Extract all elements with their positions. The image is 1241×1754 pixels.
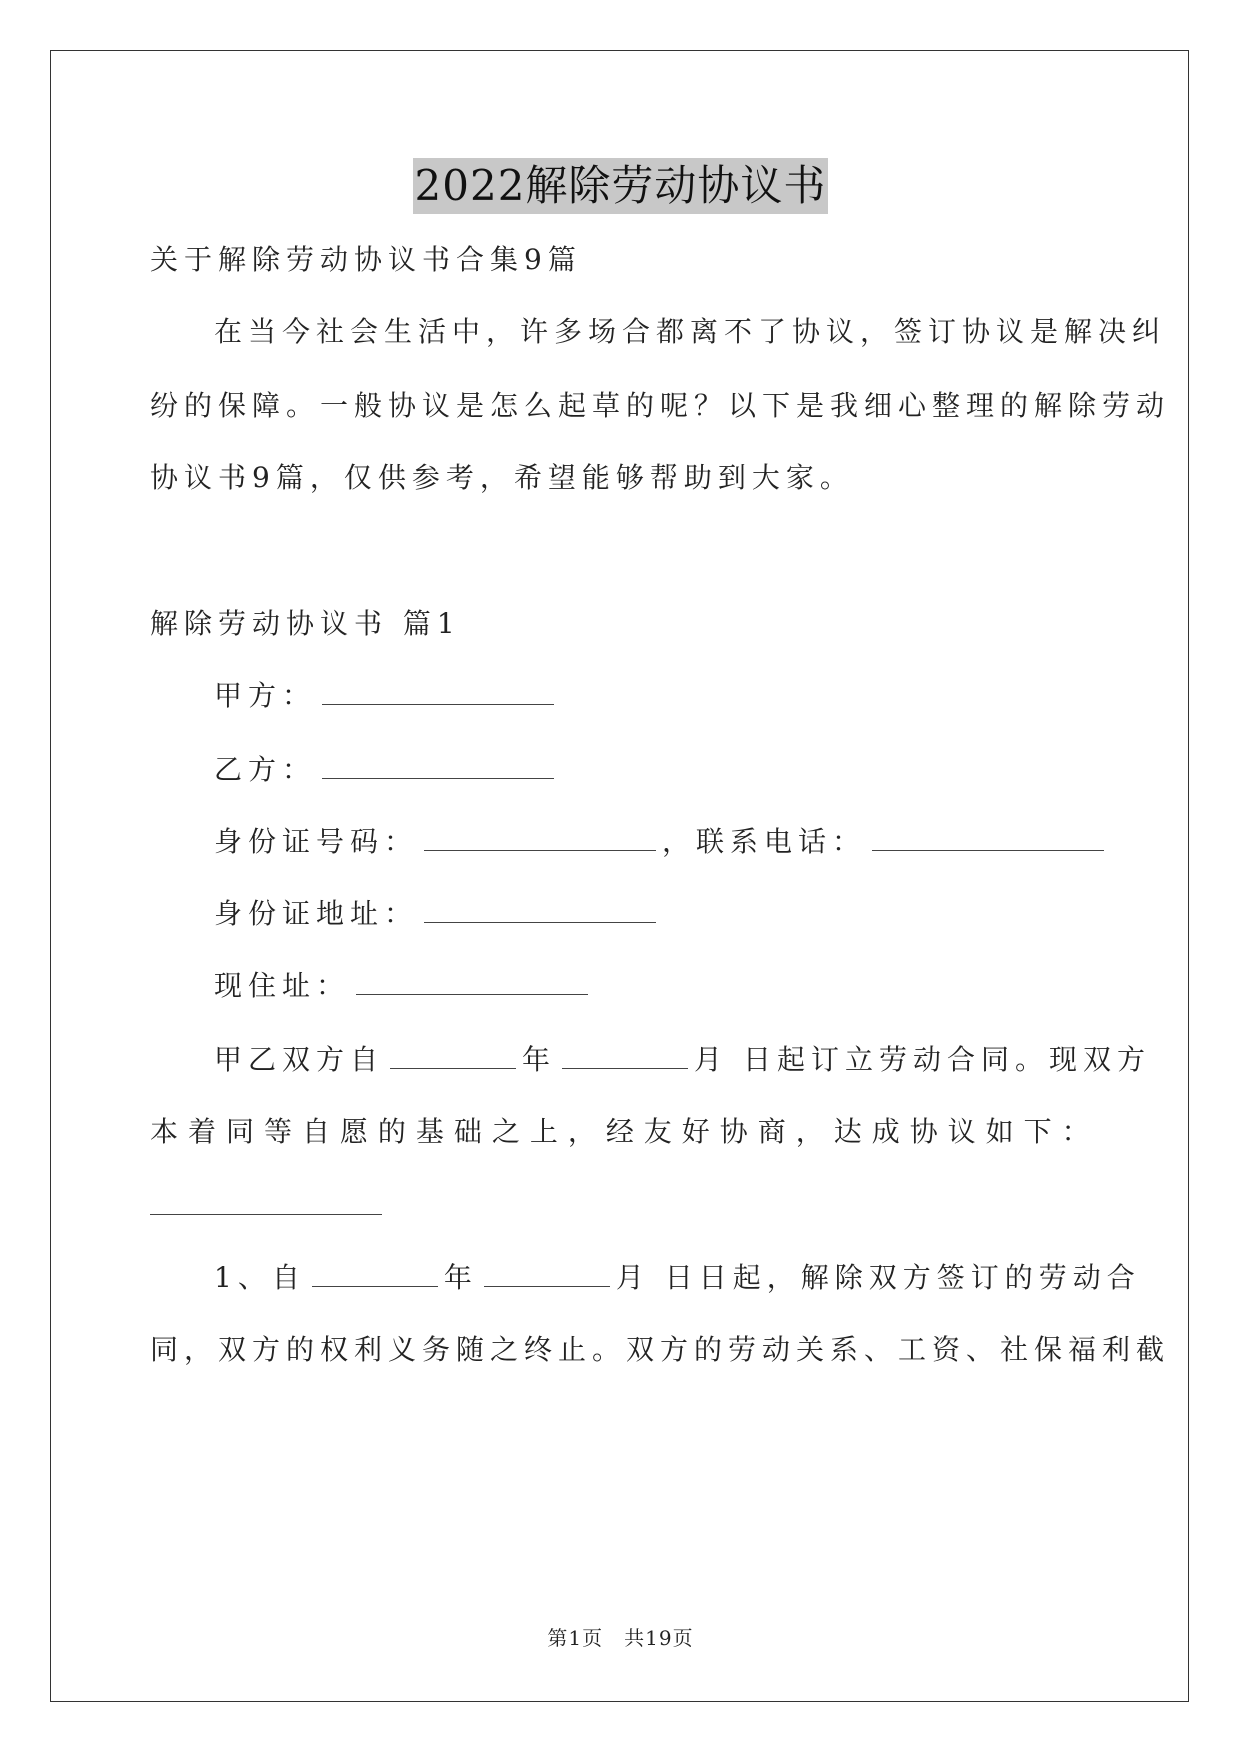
current-address-label: 现住址： — [214, 969, 351, 1002]
current-address-row — [214, 966, 594, 1006]
item1-prefix: 1、自 — [214, 1261, 306, 1294]
contract-line-2-char: 同 — [225, 1115, 254, 1148]
id-address-blank — [424, 894, 656, 923]
contract-line-2-char: 上 — [529, 1115, 558, 1148]
contract-line-2-char: 本 — [150, 1115, 179, 1148]
item1-month-label: 月 — [615, 1261, 650, 1294]
contract-suffix: 日起订立劳动合同。现双方 — [742, 1043, 1151, 1076]
party-b-label: 乙方： — [214, 753, 317, 786]
page-footer: 第1页 共19页 — [547, 1626, 694, 1650]
section-heading: 解除劳动协议书 篇1 — [150, 607, 461, 640]
contract-line-2-char: ， — [795, 1115, 824, 1148]
contract-line-2-char: 等 — [263, 1115, 292, 1148]
contract-year-label: 年 — [522, 1043, 557, 1076]
contract-line-2-char: 达 — [833, 1115, 862, 1148]
agreement-blank — [150, 1186, 382, 1215]
contract-line-2-char: 如 — [985, 1115, 1014, 1148]
contract-month-label: 月 — [694, 1043, 729, 1076]
party-a-row — [214, 676, 560, 716]
document-title: 2022解除劳动协议书 — [413, 158, 829, 214]
party-b-row — [214, 750, 560, 790]
contract-line-2-char: 商 — [757, 1115, 786, 1148]
id-address-row — [214, 894, 662, 934]
item1-suffix: 日日起，解除双方签订的劳动合 — [664, 1261, 1141, 1294]
contract-line-2-char: 协 — [909, 1115, 938, 1148]
contract-line-2-char: 成 — [871, 1115, 900, 1148]
intro-line-2: 纷的保障。一般协议是怎么起草的呢？以下是我细心整理的解除劳动 — [150, 389, 1171, 422]
agreement-blank-row — [150, 1186, 388, 1226]
contract-line-2-char: 协 — [719, 1115, 748, 1148]
contract-line-2-char: 愿 — [339, 1115, 368, 1148]
contract-year-blank — [390, 1040, 516, 1069]
contract-line-2-char: 基 — [415, 1115, 444, 1148]
contract-line-2-char: 础 — [453, 1115, 482, 1148]
contract-line-2-char: 着 — [187, 1115, 216, 1148]
contract-prefix: 甲乙双方自 — [214, 1043, 385, 1076]
intro-line-1: 在当今社会生活中，许多场合都离不了协议，签订协议是解决纠 — [214, 315, 1167, 348]
item1-month-blank — [484, 1258, 610, 1287]
id-number-label: 身份证号码： — [214, 825, 419, 858]
contract-line-2-char: 经 — [605, 1115, 634, 1148]
contract-line-2-char: 议 — [947, 1115, 976, 1148]
phone-label: ，联系电话： — [662, 825, 867, 858]
contract-line-2 — [150, 1112, 1090, 1152]
item1-year-label: 年 — [443, 1261, 478, 1294]
phone-blank — [872, 822, 1104, 851]
item1-line-2: 同，双方的权利义务随之终止。双方的劳动关系、工资、社保福利截 — [150, 1333, 1171, 1366]
id-number-blank — [424, 822, 656, 851]
party-a-label: 甲方： — [214, 679, 317, 712]
contract-line-2-char: ， — [567, 1115, 596, 1148]
contract-line-2-char: 之 — [491, 1115, 520, 1148]
contract-line-1 — [214, 1040, 1151, 1080]
id-address-label: 身份证地址： — [214, 897, 419, 930]
contract-month-blank — [562, 1040, 688, 1069]
subtitle: 关于解除劳动协议书合集9篇 — [150, 243, 582, 276]
contract-line-2-char: 好 — [681, 1115, 710, 1148]
intro-line-3: 协议书9篇，仅供参考，希望能够帮助到大家。 — [150, 461, 854, 494]
id-phone-row — [214, 822, 1110, 862]
contract-line-2-char: ： — [1061, 1115, 1090, 1148]
contract-line-2-char: 友 — [643, 1115, 672, 1148]
contract-line-2-char: 下 — [1023, 1115, 1052, 1148]
current-address-blank — [356, 966, 588, 995]
party-b-blank — [322, 750, 554, 779]
party-a-blank — [322, 676, 554, 705]
contract-line-2-char: 的 — [377, 1115, 406, 1148]
contract-line-2-char: 自 — [301, 1115, 330, 1148]
item1-line-1 — [214, 1258, 1141, 1298]
page-border — [50, 50, 1189, 1702]
item1-year-blank — [312, 1258, 438, 1287]
document-title-wrap — [0, 158, 1241, 214]
